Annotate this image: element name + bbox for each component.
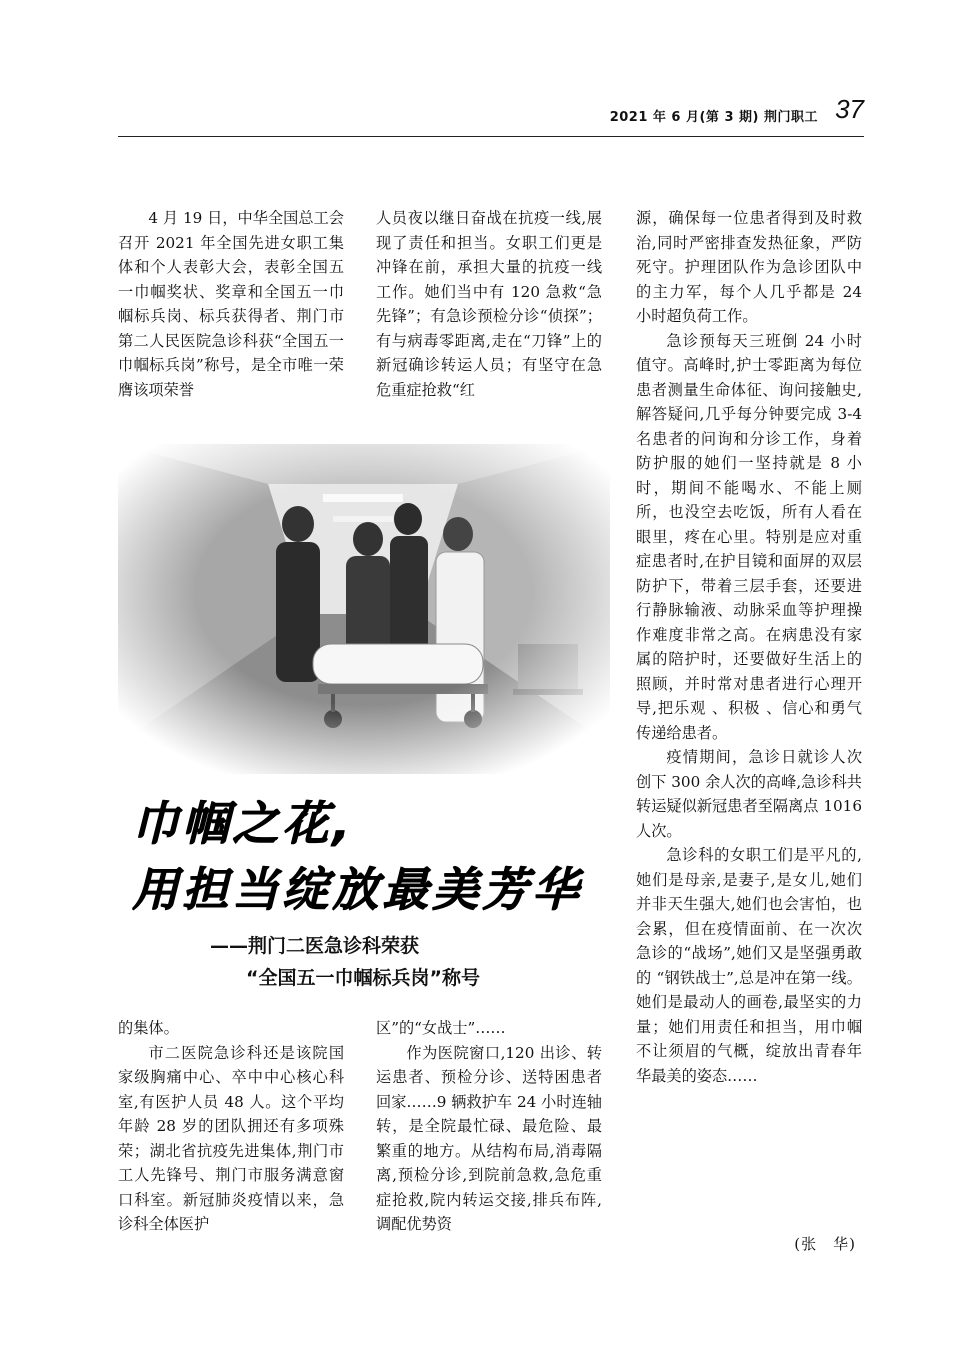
column-1-top bbox=[118, 206, 344, 402]
paragraph: 源，确保每一位患者得到及时救治,同时严密排查发热征象，严防死守。护理团队作为急诊团队中的主力军，每个人几乎都是 24 小时超负荷工作。 bbox=[636, 209, 862, 325]
title-line-1: 巾帼之花, bbox=[132, 796, 354, 850]
paragraph: 作为医院窗口,120 出诊、转运患者、预检分诊、送特困患者回家……9 辆救护车 24 小时连轴转，是全院最忙碌、最危险、最繁重的地方。从结构布局,消毒隔离,预检分诊,到院前急救,急危重症抢救,院内转运交接,排兵布阵,调配优势资 bbox=[376, 1043, 602, 1233]
photo-hospital-corridor-icon bbox=[118, 444, 610, 774]
author-signature: (张 华) bbox=[794, 1235, 856, 1253]
paragraph: 疫情期间，急诊日就诊人次创下 300 余人次的高峰,急诊科共转运疑似新冠患者至隔离点 1016 人次。 bbox=[636, 748, 862, 840]
paragraph: 区”的“女战士”…… bbox=[376, 1019, 506, 1037]
subtitle-line-2: “全国五一巾帼标兵岗”称号 bbox=[246, 967, 480, 989]
paragraph: 的集体。 bbox=[118, 1019, 179, 1037]
column-2-top bbox=[376, 206, 602, 402]
subtitle-line-1: ——荆门二医急诊科荣获 bbox=[210, 935, 420, 957]
paragraph: 急诊预每天三班倒 24 小时值守。高峰时,护士零距离为每位患者测量生命体征、询问接触史,解答疑问,几乎每分钟要完成 3-4 名患者的问询和分诊工作，身着防护服的她们一坚持就是 8 小时，期间不能喝水、不能上厕所，也没空去吃饭，所有人看在眼里，疼在心里。特别是应对重症患者时,在护目镜和面屏的双层防护下，带着三层手套，还要进行静脉输液、动脉采血等护理操作难度非常之高。在病患没有家属的陪护时，还要做好生活上的照顾，并时常对患者进行心理开导,把乐观 、积极 、信心和勇气传递给患者。 bbox=[636, 331, 862, 742]
paragraph: 市二医院急诊科还是该院国家级胸痛中心、卒中中心核心科室,有医护人员 48 人。这个平均年龄 28 岁的团队拥还有多项殊荣；湖北省抗疫先进集体,荆门市工人先锋号、荆门市服务满意窗口科室。新冠肺炎疫情以来，急诊科全体医护 bbox=[118, 1043, 344, 1233]
column-3 bbox=[636, 206, 862, 1088]
article-subtitle bbox=[210, 930, 480, 994]
hospital-corridor-photo bbox=[118, 444, 610, 774]
page-header bbox=[118, 92, 864, 137]
column-2-bottom bbox=[376, 1016, 602, 1237]
paragraph: 人员夜以继日奋战在抗疫一线,展现了责任和担当。女职工们更是冲锋在前，承担大量的抗疫一线工作。她们当中有 120 急救“急先锋”；有急诊预检分诊“侦探”；有与病毒零距离,走在“刀锋”上的新冠确诊转运人员；有坚守在急危重症抢救“红 bbox=[376, 209, 602, 399]
column-1-bottom bbox=[118, 1016, 344, 1237]
article-title bbox=[132, 790, 582, 922]
issue-info: 2021 年 6 月(第 3 期) 荆门职工 bbox=[609, 110, 818, 125]
paragraph: 4 月 19 日，中华全国总工会召开 2021 年全国先进女职工集体和个人表彰大会，表彰全国五一巾帼奖状、奖章和全国五一巾帼标兵岗、标兵获得者、荆门市第二人民医院急诊科获“全国五一巾帼标兵岗”称号，是全市唯一荣膺该项荣誉 bbox=[118, 209, 344, 399]
paragraph: 急诊科的女职工们是平凡的,她们是母亲,是妻子,是女儿,她们并非天生强大,她们也会害怕，也会累，但在疫情面前、在一次次急诊的“战场”,她们又是坚强勇敢的 “钢铁战士”,总是冲在第一线。她们是最动人的画卷,最坚实的力量；她们用责任和担当，用巾帼不让须眉的气概，绽放出青春年华最美的姿态…… bbox=[636, 846, 862, 1085]
page-number: 37 bbox=[835, 94, 864, 124]
title-line-2: 用担当绽放最美芳华 bbox=[132, 862, 582, 916]
